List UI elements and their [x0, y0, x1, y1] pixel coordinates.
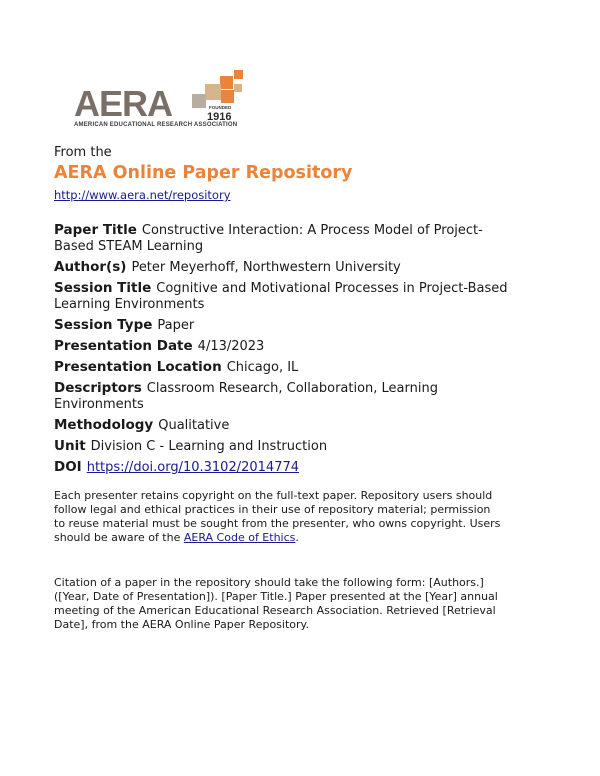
field-label: DOI [54, 459, 82, 475]
field-value: Classroom Research, Collaboration, Learning Environments [54, 381, 438, 412]
citation-notice: Citation of a paper in the repository should take the following form: [Authors.] ([Year, Date of Presentation]). [Paper Title.] Paper presented at the [Year] annual meeting of the American Educational Research Association. Retrieved [Retrieval Date], from the AERA Online Paper Repository. [54, 576, 498, 631]
repository-title: AERA Online Paper Repository [54, 163, 353, 183]
field-session-type [54, 317, 514, 334]
logo-square [192, 94, 206, 108]
field-value: Constructive Interaction: A Process Model of Project-Based STEAM Learning [54, 223, 483, 254]
copyright-notice [54, 489, 504, 545]
field-label: Presentation Location [54, 359, 222, 375]
copyright-end: . [295, 531, 299, 544]
field-label: Descriptors [54, 380, 142, 396]
field-value: Division C - Learning and Instruction [90, 439, 328, 454]
code-of-ethics-link[interactable]: AERA Code of Ethics [183, 531, 296, 544]
aera-logo[interactable] [74, 70, 254, 132]
copyright-text: Each presenter retains copyright on the full-text paper. Repository users should follow legal and ethical practices in their use of repository material; permission to reuse material must be sought from the presenter, who owns copyright. Users should be aware of the [54, 489, 501, 544]
logo-subtitle: AMERICAN EDUCATIONAL RESEARCH ASSOCIATION [74, 122, 238, 128]
logo-founded-label: FOUNDED [209, 105, 232, 110]
field-descriptors [54, 380, 514, 413]
logo-square [205, 84, 221, 100]
paper-metadata [54, 222, 514, 480]
logo-wordmark: AERA [74, 83, 173, 124]
field-doi [54, 459, 514, 476]
field-label: Methodology [54, 417, 154, 433]
field-presentation-date [54, 338, 514, 355]
logo-square [234, 84, 242, 92]
field-value: Qualitative [158, 418, 230, 433]
field-session-title [54, 280, 514, 313]
logo-square [221, 90, 234, 103]
doi-link[interactable]: https://doi.org/10.3102/2014774 [86, 460, 300, 475]
repository-link[interactable]: http://www.aera.net/repository [54, 188, 231, 202]
field-presentation-location [54, 359, 514, 376]
logo-square [234, 70, 243, 79]
field-label: Author(s) [54, 259, 127, 275]
field-label: Presentation Date [54, 338, 193, 354]
logo-square [220, 76, 233, 89]
field-methodology [54, 417, 514, 434]
field-value: Peter Meyerhoff, Northwestern University [131, 260, 401, 275]
field-label: Paper Title [54, 222, 137, 238]
field-value: 4/13/2023 [197, 339, 265, 354]
field-authors [54, 259, 514, 276]
field-label: Session Title [54, 280, 152, 296]
field-label: Unit [54, 438, 86, 454]
field-paper-title [54, 222, 514, 255]
field-unit [54, 438, 514, 455]
field-value: Cognitive and Motivational Processes in Project-Based Learning Environments [54, 281, 508, 312]
field-value: Paper [157, 318, 195, 333]
field-label: Session Type [54, 317, 153, 333]
from-label: From the [54, 145, 112, 160]
logo-founded-year: 1916 [207, 111, 232, 123]
field-value: Chicago, IL [226, 360, 299, 375]
